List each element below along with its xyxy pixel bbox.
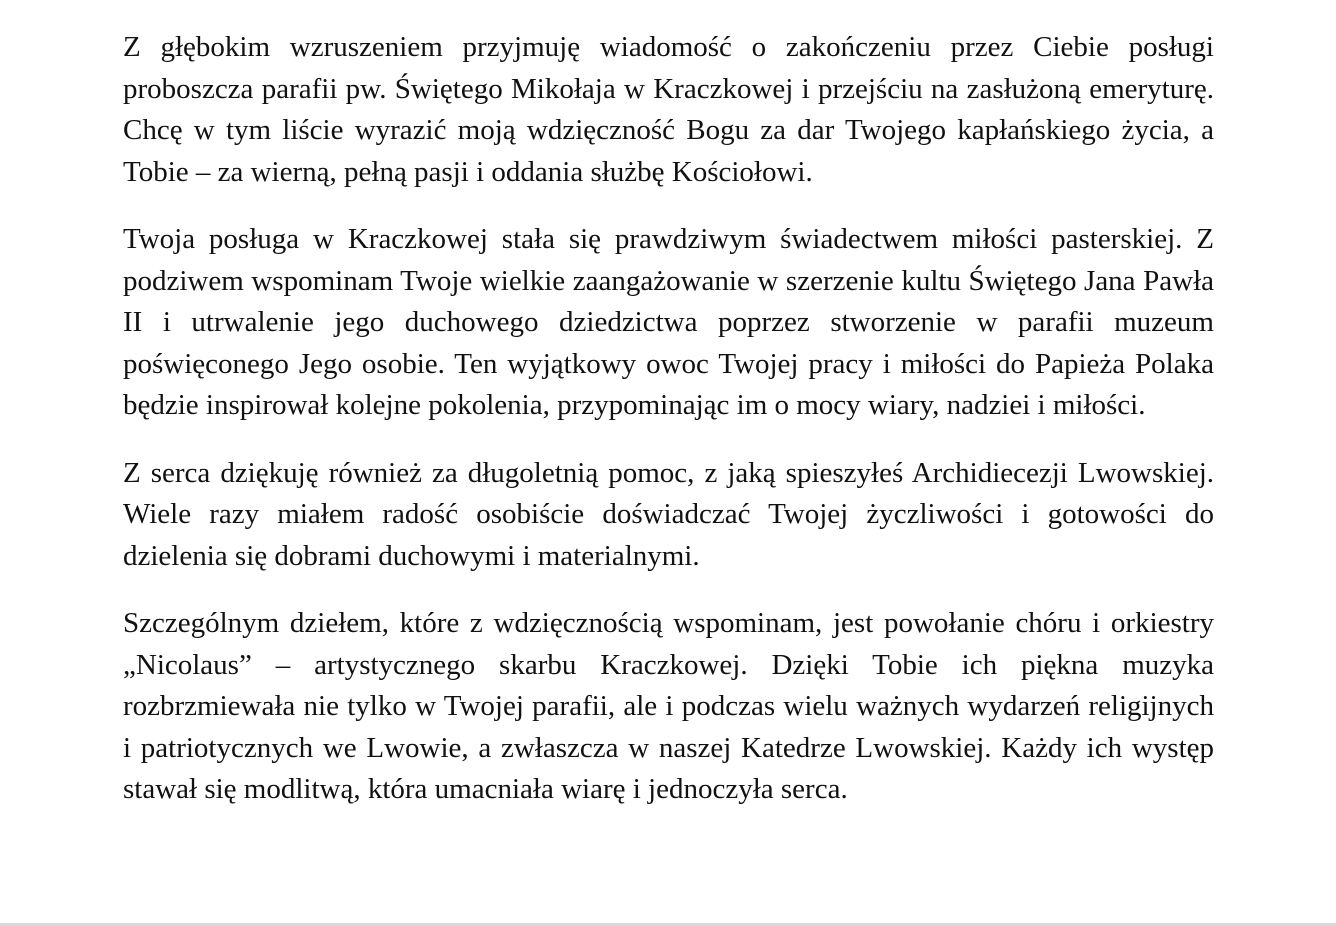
- paragraph-archdiocese-help: Z serca dziękuję również za długoletnią pomoc, z jaką spieszyłeś Archidiecezji Lwowskiej. Wiele razy miałem radość osobiście doświadczać Twojej życzliwości i gotowości do dzielenia się dobrami duchowymi i materialnymi.: [123, 456, 1214, 572]
- paragraph-pastoral-service: Twoja posługa w Kraczkowej stała się prawdziwym świadectwem miłości pasterskiej. Z podziwem wspominam Twoje wielkie zaangażowanie w szerzenie kultu Świętego Jana Pawła II i utrwalenie jego duchowego dziedzictwa poprzez stworzenie w parafii muzeum poświęconego Jego osobie. Ten wyjątkowy owoc Twojej pracy i miłości do Papieża Polaka będzie inspirował kolejne pokolenia, przypominając im o mocy wiary, nadziei i miłości.: [123, 223, 1214, 421]
- letter-body: [123, 27, 1214, 837]
- paragraph-choir-orchestra: Szczególnym dziełem, które z wdzięcznością wspominam, jest powołanie chóru i orkiestry „Nicolaus” – artystycznego skarbu Kraczkowej. Dzięki Tobie ich piękna muzyka rozbrzmiewała nie tylko w Twojej parafii, ale i podczas wielu ważnych wydarzeń religijnych i patriotycznych we Lwowie, a zwłaszcza w naszej Katedrze Lwowskiej. Każdy ich występ stawał się modlitwą, która umacniała wiarę i jednoczyła serca.: [123, 607, 1214, 805]
- paragraph-retirement: Z głębokim wzruszeniem przyjmuję wiadomość o zakończeniu przez Ciebie posługi proboszcza parafii pw. Świętego Mikołaja w Kraczkowej i przejściu na zasłużoną emeryturę. Chcę w tym liście wyrazić moją wdzięczność Bogu za dar Twojego kapłańskiego życia, a Tobie – za wierną, pełną pasji i oddania służbę Kościołowi.: [123, 31, 1214, 188]
